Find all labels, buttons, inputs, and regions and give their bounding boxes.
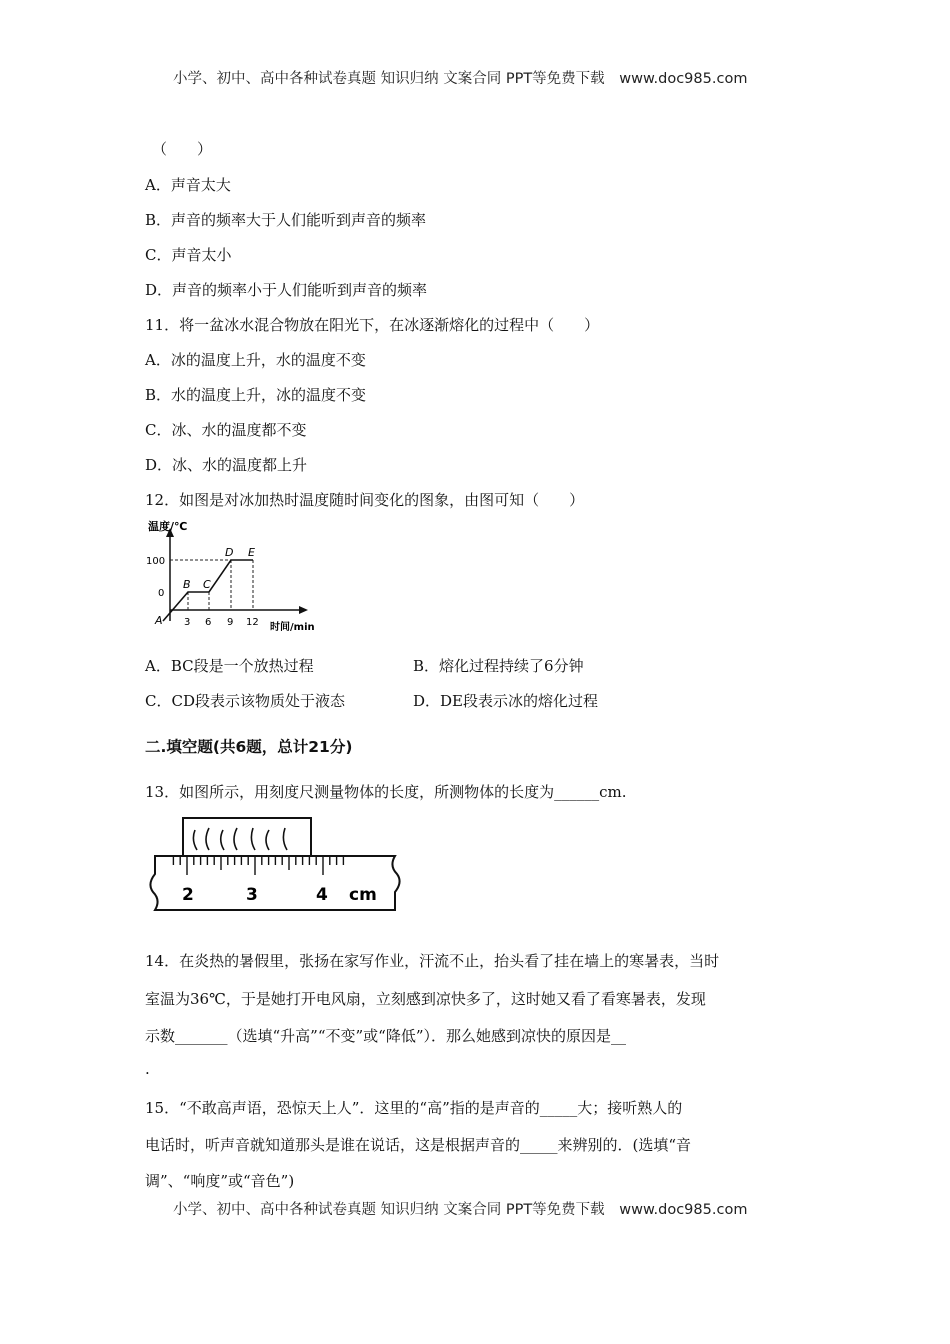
q12-option-c: C．CD段表示该物质处于液态 — [145, 692, 345, 710]
q12-option-a: A．BC段是一个放热过程 — [145, 657, 314, 675]
ruler-label-4: 4 — [316, 885, 328, 905]
q13-stem: 13．如图所示，用刻度尺测量物体的长度，所测物体的长度为______cm. — [145, 783, 627, 801]
page-header — [173, 67, 747, 88]
graph-xtick-6: 6 — [205, 617, 212, 628]
q10-option-b: B．声音的频率大于人们能听到声音的频率 — [145, 211, 427, 229]
q12-stem: 12．如图是对冰加热时温度随时间变化的图象，由图可知（ ） — [145, 491, 585, 509]
q14-line-2: 室温为36℃，于是她打开电风扇，立刻感到凉快多了，这时她又看了看寒暑表，发现 — [145, 990, 706, 1008]
footer-text: 小学、初中、高中各种试卷真题 知识归纳 文案合同 PPT等免费下载 — [173, 1202, 605, 1218]
header-text: 小学、初中、高中各种试卷真题 知识归纳 文案合同 PPT等免费下载 — [173, 71, 605, 87]
q12-option-d: D．DE段表示冰的熔化过程 — [413, 692, 599, 710]
temperature-time-graph — [145, 518, 330, 636]
graph-xtick-12: 12 — [246, 617, 259, 628]
graph-ytick-100: 100 — [146, 556, 166, 567]
section-2-title: 二.填空题(共6题，总计21分) — [145, 738, 353, 756]
graph-point-b: B — [183, 578, 191, 591]
q10-option-a: A．声音太大 — [145, 176, 231, 194]
q14-line-1: 14．在炎热的暑假里，张扬在家写作业，汗流不止，抬头看了挂在墙上的寒暑表，当时 — [145, 952, 720, 970]
graph-ylabel: 温度/℃ — [148, 520, 188, 533]
q11-option-d: D．冰、水的温度都上升 — [145, 456, 308, 474]
graph-ytick-0: 0 — [158, 588, 165, 599]
q11-stem: 11．将一盆冰水混合物放在阳光下，在冰逐渐熔化的过程中（ ） — [145, 316, 600, 334]
q10-option-c: C．声音太小 — [145, 246, 232, 264]
graph-point-c: C — [203, 578, 211, 591]
q10-option-d: D．声音的频率小于人们能听到声音的频率 — [145, 281, 428, 299]
measured-object — [183, 818, 311, 858]
q15-line-1: 15．“不敢高声语，恐惊天上人”．这里的“高”指的是声音的_____大；接听熟人的 — [145, 1099, 683, 1117]
q11-option-a: A．冰的温度上升，水的温度不变 — [145, 351, 366, 369]
q15-line-3: 调”、“响度”或“音色”) — [145, 1172, 295, 1190]
q11-option-c: C．冰、水的温度都不变 — [145, 421, 307, 439]
header-url: www.doc985.com — [619, 71, 748, 87]
footer-url: www.doc985.com — [619, 1202, 748, 1218]
q10-bracket: （ ） — [152, 140, 213, 158]
q11-option-b: B．水的温度上升，冰的温度不变 — [145, 386, 367, 404]
graph-xtick-9: 9 — [227, 617, 234, 628]
graph-x-arrow — [299, 606, 308, 614]
page-footer — [173, 1198, 747, 1219]
q14-line-3: 示数_______（选填“升高”“不变”或“降低”）．那么她感到凉快的原因是__ — [145, 1027, 627, 1045]
ruler-label-2: 2 — [182, 885, 194, 905]
graph-xlabel: 时间/min — [270, 622, 315, 633]
q12-option-b: B．熔化过程持续了6分钟 — [413, 657, 584, 675]
q14-line-4: . — [145, 1060, 150, 1078]
graph-xtick-3: 3 — [184, 617, 191, 628]
graph-point-e: E — [248, 546, 255, 559]
graph-point-d: D — [225, 546, 234, 559]
ruler-figure — [145, 816, 405, 914]
ruler-unit: cm — [349, 885, 377, 905]
ruler-label-3: 3 — [246, 885, 258, 905]
q15-line-2: 电话时，听声音就知道那头是谁在说话，这是根据声音的_____来辨别的．(选填“音 — [145, 1136, 692, 1154]
graph-point-a: A — [155, 614, 163, 627]
